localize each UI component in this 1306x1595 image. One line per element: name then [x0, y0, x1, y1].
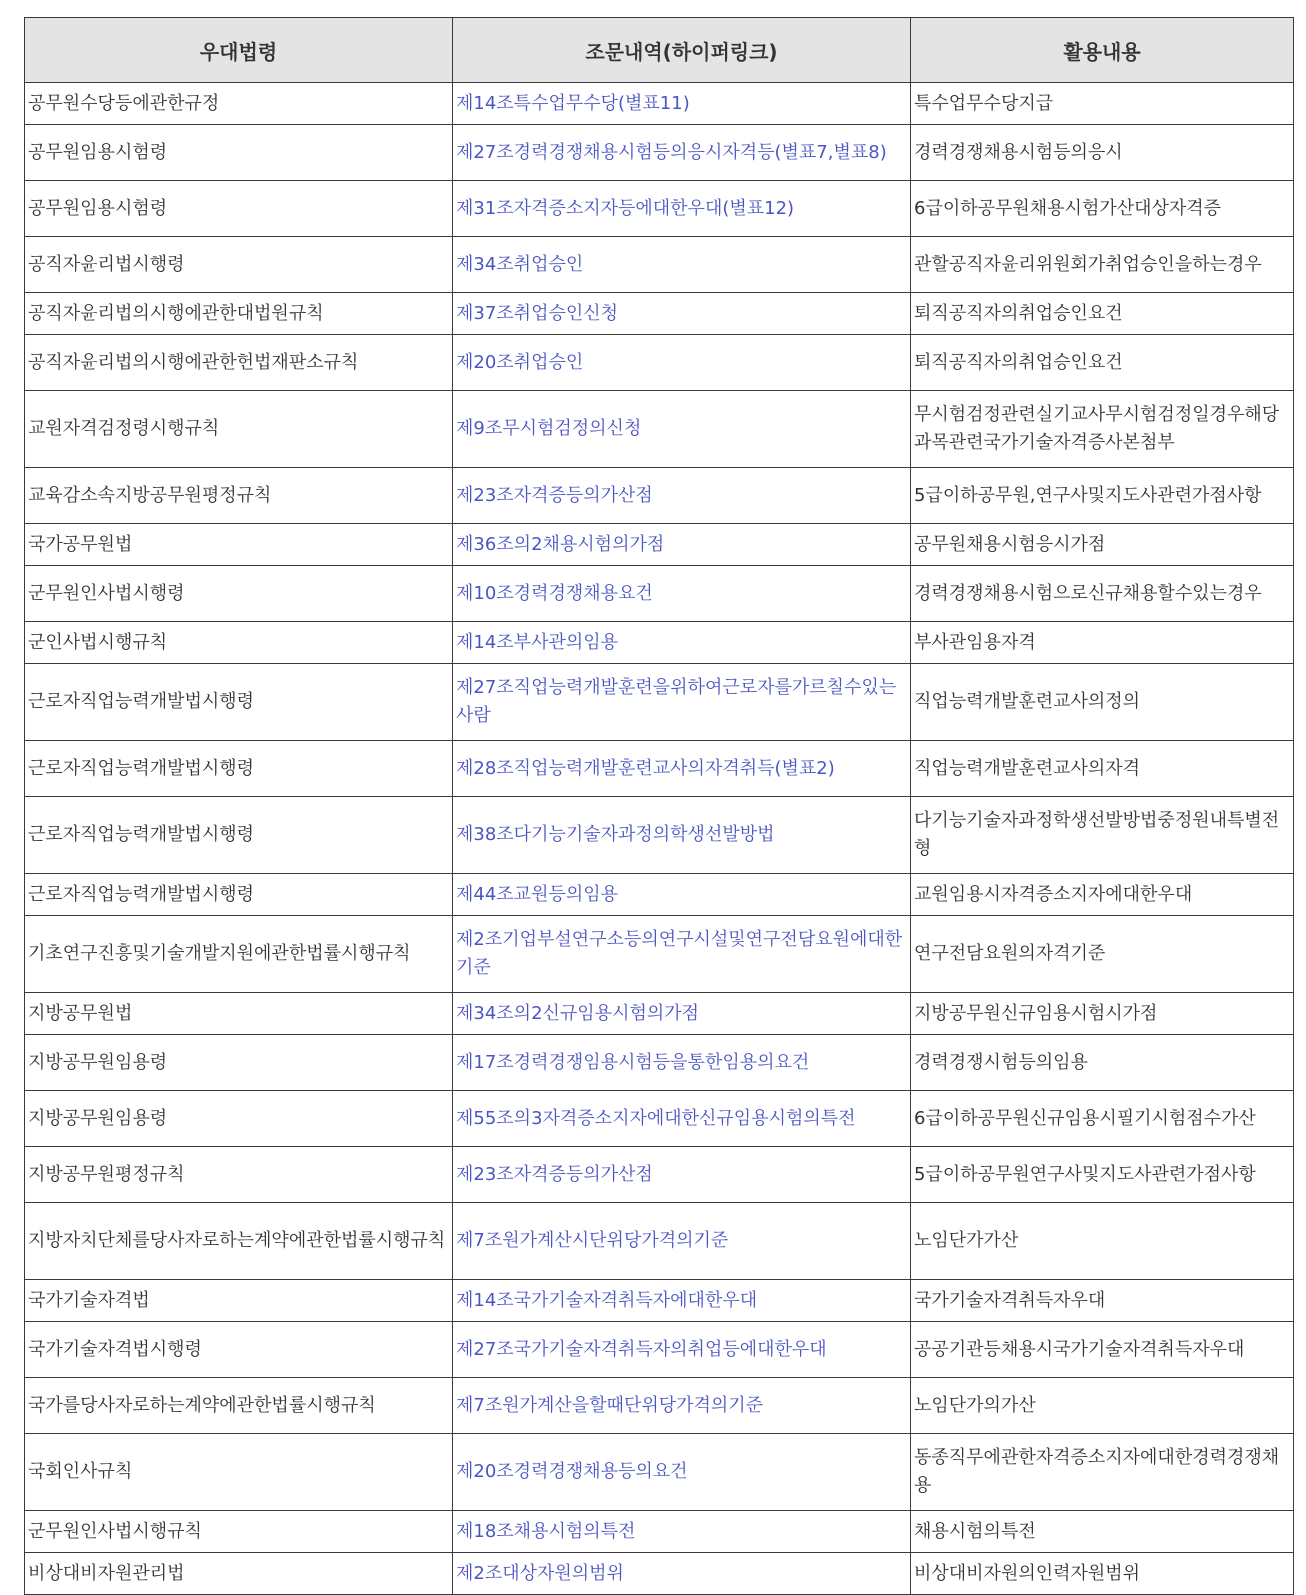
- usage-cell: 퇴직공직자의취업승인요건: [911, 293, 1294, 335]
- article-link[interactable]: 제9조무시험검정의신청: [453, 391, 911, 468]
- usage-cell: 공무원채용시험응시가점: [911, 524, 1294, 566]
- article-link[interactable]: 제23조자격증등의가산점: [453, 468, 911, 524]
- article-link[interactable]: 제14조부사관의임용: [453, 622, 911, 664]
- table-row: [25, 1035, 1294, 1091]
- table-row: [25, 1434, 1294, 1511]
- law-name-cell: 지방공무원임용령: [25, 1035, 453, 1091]
- table-row: [25, 468, 1294, 524]
- article-link[interactable]: 제44조교원등의임용: [453, 874, 911, 916]
- article-link[interactable]: 제38조다기능기술자과정의학생선발방법: [453, 797, 911, 874]
- article-link[interactable]: 제7조원가계산시단위당가격의기준: [453, 1203, 911, 1280]
- article-link[interactable]: 제34조취업승인: [453, 237, 911, 293]
- usage-cell: 5급이하공무원,연구사및지도사관련가점사항: [911, 468, 1294, 524]
- law-name-cell: 지방공무원평정규칙: [25, 1147, 453, 1203]
- table-row: [25, 874, 1294, 916]
- table-row: [25, 993, 1294, 1035]
- article-link[interactable]: 제10조경력경쟁채용요건: [453, 566, 911, 622]
- header-law: 우대법령: [25, 18, 453, 83]
- usage-cell: 다기능기술자과정학생선발방법중정원내특별전형: [911, 797, 1294, 874]
- article-link[interactable]: 제17조경력경쟁임용시험등을통한임용의요건: [453, 1035, 911, 1091]
- table-row: [25, 335, 1294, 391]
- usage-cell: 경력경쟁채용시험등의응시: [911, 125, 1294, 181]
- article-link[interactable]: 제20조경력경쟁채용등의요건: [453, 1434, 911, 1511]
- table-row: [25, 181, 1294, 237]
- law-name-cell: 근로자직업능력개발법시행령: [25, 874, 453, 916]
- table-row: [25, 1147, 1294, 1203]
- law-name-cell: 국가기술자격법: [25, 1280, 453, 1322]
- table-row: [25, 391, 1294, 468]
- law-name-cell: 근로자직업능력개발법시행령: [25, 797, 453, 874]
- law-name-cell: 국가기술자격법시행령: [25, 1322, 453, 1378]
- law-name-cell: 군무원인사법시행령: [25, 566, 453, 622]
- usage-cell: 직업능력개발훈련교사의자격: [911, 741, 1294, 797]
- usage-cell: 채용시험의특전: [911, 1511, 1294, 1553]
- table-row: [25, 293, 1294, 335]
- law-name-cell: 공직자윤리법의시행에관한대법원규칙: [25, 293, 453, 335]
- usage-cell: 노임단가의가산: [911, 1378, 1294, 1434]
- article-link[interactable]: 제27조국가기술자격취득자의취업등에대한우대: [453, 1322, 911, 1378]
- law-name-cell: 교원자격검정령시행규칙: [25, 391, 453, 468]
- table-row: [25, 1203, 1294, 1280]
- law-name-cell: 군무원인사법시행규칙: [25, 1511, 453, 1553]
- table-row: [25, 83, 1294, 125]
- header-article: 조문내역(하이퍼링크): [453, 18, 911, 83]
- article-link[interactable]: 제27조직업능력개발훈련을위하여근로자를가르칠수있는사람: [453, 664, 911, 741]
- law-name-cell: 근로자직업능력개발법시행령: [25, 664, 453, 741]
- law-name-cell: 기초연구진흥및기술개발지원에관한법률시행규칙: [25, 916, 453, 993]
- usage-cell: 6급이하공무원채용시험가산대상자격증: [911, 181, 1294, 237]
- law-name-cell: 국가공무원법: [25, 524, 453, 566]
- table-row: [25, 622, 1294, 664]
- table-row: [25, 1553, 1294, 1595]
- law-name-cell: 근로자직업능력개발법시행령: [25, 741, 453, 797]
- article-link[interactable]: 제18조채용시험의특전: [453, 1511, 911, 1553]
- usage-cell: 노임단가가산: [911, 1203, 1294, 1280]
- usage-cell: 직업능력개발훈련교사의정의: [911, 664, 1294, 741]
- article-link[interactable]: 제2조기업부설연구소등의연구시설및연구전담요원에대한기준: [453, 916, 911, 993]
- preferential-law-table-wrapper: [24, 17, 1293, 1595]
- law-name-cell: 공무원수당등에관한규정: [25, 83, 453, 125]
- table-row: [25, 1091, 1294, 1147]
- law-name-cell: 교육감소속지방공무원평정규칙: [25, 468, 453, 524]
- usage-cell: 경력경쟁시험등의임용: [911, 1035, 1294, 1091]
- article-link[interactable]: 제14조국가기술자격취득자에대한우대: [453, 1280, 911, 1322]
- table-row: [25, 1280, 1294, 1322]
- usage-cell: 무시험검정관련실기교사무시험검정일경우해당과목관련국가기술자격증사본첨부: [911, 391, 1294, 468]
- table-row: [25, 237, 1294, 293]
- article-link[interactable]: 제27조경력경쟁채용시험등의응시자격등(별표7,별표8): [453, 125, 911, 181]
- law-name-cell: 공직자윤리법시행령: [25, 237, 453, 293]
- article-link[interactable]: 제2조대상자원의범위: [453, 1553, 911, 1595]
- law-name-cell: 비상대비자원관리법: [25, 1553, 453, 1595]
- header-usage: 활용내용: [911, 18, 1294, 83]
- usage-cell: 동종직무에관한자격증소지자에대한경력경쟁채용: [911, 1434, 1294, 1511]
- usage-cell: 지방공무원신규임용시험시가점: [911, 993, 1294, 1035]
- table-row: [25, 797, 1294, 874]
- usage-cell: 특수업무수당지급: [911, 83, 1294, 125]
- table-row: [25, 1511, 1294, 1553]
- law-name-cell: 군인사법시행규칙: [25, 622, 453, 664]
- article-link[interactable]: 제34조의2신규임용시험의가점: [453, 993, 911, 1035]
- article-link[interactable]: 제55조의3자격증소지자에대한신규임용시험의특전: [453, 1091, 911, 1147]
- law-name-cell: 지방공무원법: [25, 993, 453, 1035]
- preferential-law-table: [24, 17, 1294, 1595]
- table-row: [25, 125, 1294, 181]
- table-row: [25, 664, 1294, 741]
- article-link[interactable]: 제28조직업능력개발훈련교사의자격취득(별표2): [453, 741, 911, 797]
- article-link[interactable]: 제37조취업승인신청: [453, 293, 911, 335]
- table-row: [25, 1322, 1294, 1378]
- table-row: [25, 524, 1294, 566]
- usage-cell: 경력경쟁채용시험으로신규채용할수있는경우: [911, 566, 1294, 622]
- article-link[interactable]: 제36조의2채용시험의가점: [453, 524, 911, 566]
- usage-cell: 5급이하공무원연구사및지도사관련가점사항: [911, 1147, 1294, 1203]
- table-row: [25, 916, 1294, 993]
- law-name-cell: 공직자윤리법의시행에관한헌법재판소규칙: [25, 335, 453, 391]
- usage-cell: 비상대비자원의인력자원범위: [911, 1553, 1294, 1595]
- usage-cell: 관할공직자윤리위원회가취업승인을하는경우: [911, 237, 1294, 293]
- article-link[interactable]: 제23조자격증등의가산점: [453, 1147, 911, 1203]
- law-name-cell: 공무원임용시험령: [25, 181, 453, 237]
- table-row: [25, 1378, 1294, 1434]
- usage-cell: 연구전담요원의자격기준: [911, 916, 1294, 993]
- article-link[interactable]: 제14조특수업무수당(별표11): [453, 83, 911, 125]
- law-name-cell: 지방공무원임용령: [25, 1091, 453, 1147]
- law-name-cell: 지방자치단체를당사자로하는계약에관한법률시행규칙: [25, 1203, 453, 1280]
- table-header-row: [25, 18, 1294, 83]
- law-name-cell: 국회인사규칙: [25, 1434, 453, 1511]
- law-name-cell: 공무원임용시험령: [25, 125, 453, 181]
- article-link[interactable]: 제7조원가계산을할때단위당가격의기준: [453, 1378, 911, 1434]
- article-link[interactable]: 제31조자격증소지자등에대한우대(별표12): [453, 181, 911, 237]
- usage-cell: 국가기술자격취득자우대: [911, 1280, 1294, 1322]
- table-row: [25, 741, 1294, 797]
- law-name-cell: 국가를당사자로하는계약에관한법률시행규칙: [25, 1378, 453, 1434]
- usage-cell: 교원임용시자격증소지자에대한우대: [911, 874, 1294, 916]
- article-link[interactable]: 제20조취업승인: [453, 335, 911, 391]
- usage-cell: 부사관임용자격: [911, 622, 1294, 664]
- usage-cell: 6급이하공무원신규임용시필기시험점수가산: [911, 1091, 1294, 1147]
- table-row: [25, 566, 1294, 622]
- usage-cell: 퇴직공직자의취업승인요건: [911, 335, 1294, 391]
- usage-cell: 공공기관등채용시국가기술자격취득자우대: [911, 1322, 1294, 1378]
